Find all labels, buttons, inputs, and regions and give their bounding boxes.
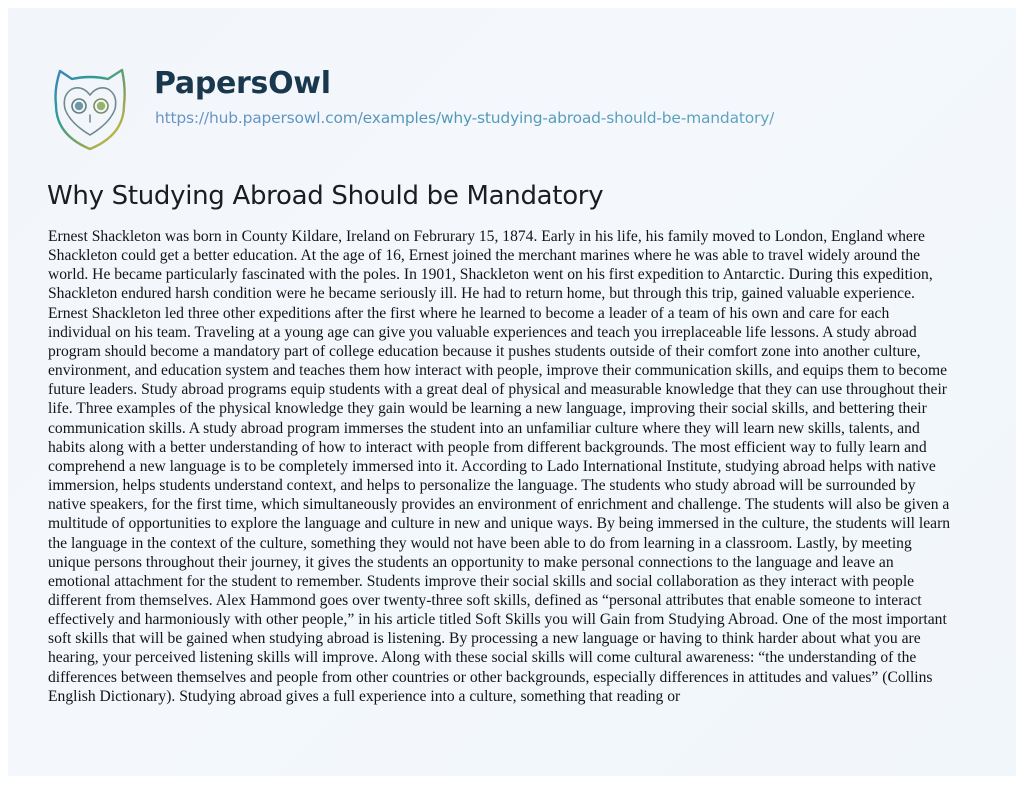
body-line: soft skills that will be gained when studying abroad is listening. By processing a new language or having to think harder about what you are [48, 630, 921, 648]
body-line: effectively and harmoniously with other people,” in his article titled Soft Skills you will Gain from Studying Abroad. One of the most important [48, 611, 947, 629]
body-line: Shackleton endured harsh condition were he became seriously ill. He had to return home, but through this trip, gained valuable experience. [48, 285, 915, 303]
body-line: multitude of opportunities to explore the language and culture in new and unique ways. By being immersed in the culture, the students will learn [48, 515, 951, 533]
body-line: immersion, helps students understand context, and helps to personalize the language. The students who study abroad will be surrounded by [48, 477, 916, 495]
body-line: the language in the context of the culture, something they would not have been able to do from learning in a classroom. Lastly, by meeting [48, 534, 912, 552]
body-line: life. Three examples of the physical knowledge they gain would be learning a new language, improving their social skills, and bettering their [48, 400, 927, 418]
article-body [48, 227, 1008, 706]
body-line: English Dictionary). Studying abroad gives a full experience into a culture, something that reading or [48, 687, 681, 705]
body-line: habits along with a better understanding of how to interact with people from different backgrounds. The most efficient way to fully learn and [48, 438, 927, 456]
body-line: unique persons throughout their journey, it gives the students an opportunity to make personal connections to the language and leave an [48, 553, 894, 571]
body-line: world. He became particularly fascinated with the poles. In 1901, Shackleton went on his first expedition to Antarctic. During this expedition, [48, 266, 933, 284]
body-line: differences between themselves and people from other countries or other backgrounds, especially differences in attitudes and values” (Collins [48, 668, 933, 686]
body-line: Ernest Shackleton was born in County Kildare, Ireland on Februrary 15, 1874. Early in his life, his family moved to London, England where [48, 228, 925, 245]
body-line: different from themselves. Alex Hammond goes over twenty-three soft skills, defined as “personal attributes that enable someone to interact [48, 591, 922, 609]
body-line: future leaders. Study abroad programs equip students with a great deal of physical and measurable knowledge that they can use throughout their [48, 381, 947, 399]
body-line: emotional attachment for the student to remember. Students improve their social skills and social collaboration as they interact with people [48, 572, 915, 590]
brand-name[interactable]: PapersOwl [154, 66, 331, 101]
body-line: comprehend a new language is to be completely immersed into it. According to Lado International Institute, studying abroad helps with native [48, 457, 936, 475]
body-line: Shackleton could get a better education. At the age of 16, Ernest joined the merchant marines where he was able to travel widely around the [48, 247, 921, 265]
article-title: Why Studying Abroad Should be Mandatory [47, 181, 604, 211]
body-line: Ernest Shackleton led three other expeditions after the first where he learned to become a leader of a team of his own and care for each [48, 304, 890, 322]
body-line: hearing, your perceived listening skills will improve. Along with these social skills will come cultural awareness: “the understanding of the [48, 649, 917, 667]
page-url-link[interactable]: https://hub.papersowl.com/examples/why-studying-abroad-should-be-mandatory/ [155, 109, 775, 127]
body-line: environment, and education system and teaches them how interact with people, improve their communication skills, and equips them to become [48, 362, 948, 380]
owl-logo-icon [50, 65, 130, 151]
body-line: individual on his team. Traveling at a young age can give you valuable experiences and teach you irreplaceable life lessons. A study abroad [48, 323, 917, 341]
page-container [8, 8, 1016, 776]
body-line: native speakers, for the first time, which simultaneously provides an environment of enrichment and challenge. The students will also be given a [48, 496, 950, 514]
body-line: program should become a mandatory part of college education because it pushes students outside of their comfort zone into another culture, [48, 342, 921, 360]
body-line: communication skills. A study abroad program immerses the student into an unfamiliar culture where they will learn new skills, talents, and [48, 419, 920, 437]
